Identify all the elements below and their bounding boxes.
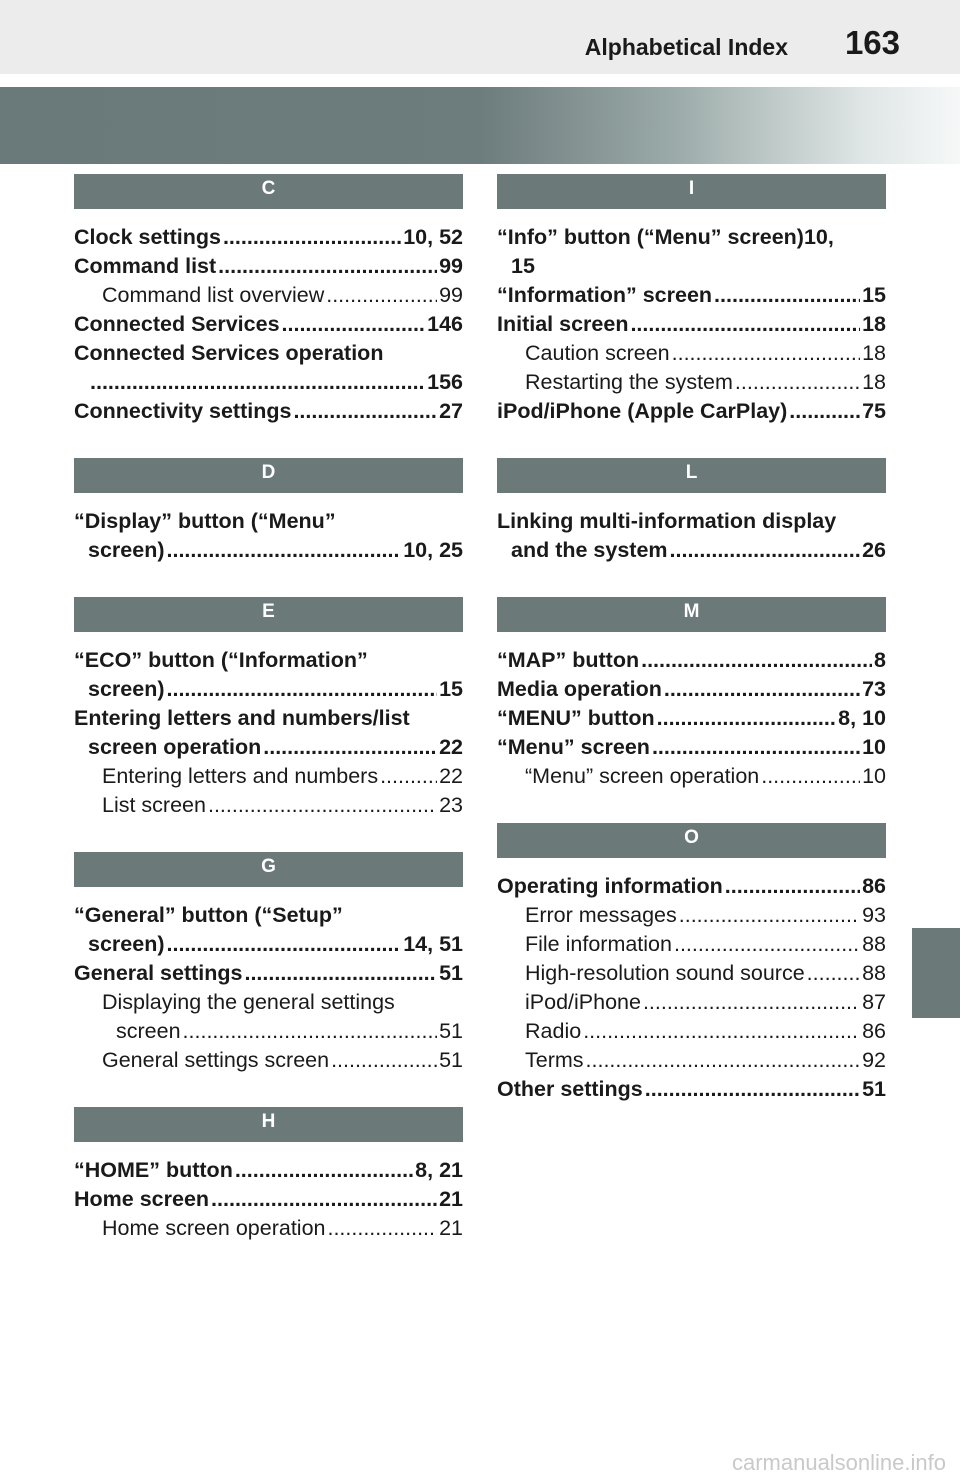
dot-leader xyxy=(282,310,426,339)
entry-text: High-resolution sound source xyxy=(525,961,805,985)
dot-leader xyxy=(244,959,437,988)
section-letter-bar: I xyxy=(497,174,886,209)
dot-leader xyxy=(183,1017,438,1046)
entry-text: General settings screen xyxy=(102,1048,330,1072)
page-ref: 87 xyxy=(862,990,886,1014)
page-ref: 156 xyxy=(427,370,463,394)
dot-leader xyxy=(807,959,860,988)
section-letter-bar: H xyxy=(74,1107,463,1142)
entry-text: “Menu” screen xyxy=(497,735,650,759)
index-section xyxy=(74,174,463,426)
entry-text: screen) xyxy=(88,677,165,701)
dot-leader xyxy=(789,397,860,426)
index-entry xyxy=(74,397,463,426)
dot-leader xyxy=(218,252,437,281)
page-ref: 10, 52 xyxy=(403,225,463,249)
index-entry xyxy=(497,1075,886,1104)
index-section xyxy=(497,597,886,791)
index-section xyxy=(74,1107,463,1243)
index-entry-text: “Display” button (“Menu” xyxy=(74,509,336,533)
entry-text: iPod/iPhone xyxy=(525,990,641,1014)
entry-text: screen) xyxy=(88,538,165,562)
page-ref: 99 xyxy=(439,254,463,278)
page-ref: 10 xyxy=(862,764,886,788)
entry-text: and the system xyxy=(511,538,668,562)
index-entry-continuation xyxy=(74,675,463,704)
index-column-left xyxy=(74,174,463,1275)
page-ref: 92 xyxy=(862,1048,886,1072)
page-ref: 21 xyxy=(439,1187,463,1211)
entry-text: iPod/iPhone (Apple CarPlay) xyxy=(497,399,788,423)
entry-text: Restarting the system xyxy=(525,370,733,394)
dot-leader xyxy=(657,704,837,733)
index-entry xyxy=(74,1185,463,1214)
index-entry-text: “General” button (“Setup” xyxy=(74,903,343,927)
page-ref: 14, 51 xyxy=(403,932,463,956)
section-letter-bar: E xyxy=(74,597,463,632)
entry-text: Command list overview xyxy=(102,283,325,307)
index-section xyxy=(497,174,886,426)
index-entry-continuation xyxy=(74,368,463,397)
dot-leader xyxy=(331,1046,437,1075)
dot-leader xyxy=(208,791,437,820)
entry-text: “HOME” button xyxy=(74,1158,233,1182)
entry-text: “MENU” button xyxy=(497,706,655,730)
index-subentry xyxy=(497,762,886,791)
page-ref: 99 xyxy=(439,283,463,307)
dot-leader xyxy=(586,1046,861,1075)
index-subentry xyxy=(497,339,886,368)
entry-text: screen) xyxy=(88,932,165,956)
section-letter-bar: O xyxy=(497,823,886,858)
entry-text: Error messages xyxy=(525,903,677,927)
dot-leader xyxy=(167,930,402,959)
section-letter-bar: D xyxy=(74,458,463,493)
chapter-tab xyxy=(912,928,960,1018)
index-entry xyxy=(74,310,463,339)
entry-text: “MAP” button xyxy=(497,648,640,672)
index-entry xyxy=(497,310,886,339)
entry-text: Caution screen xyxy=(525,341,670,365)
dot-leader xyxy=(630,310,860,339)
entry-text: “Information” screen xyxy=(497,283,713,307)
index-section xyxy=(74,852,463,1075)
dot-leader xyxy=(652,733,860,762)
page-ref: 88 xyxy=(862,961,886,985)
dot-leader xyxy=(327,1214,437,1243)
page-ref: 21 xyxy=(439,1216,463,1240)
page-ref: 51 xyxy=(439,1048,463,1072)
entry-text: Home screen operation xyxy=(102,1216,326,1240)
dot-leader xyxy=(326,281,437,310)
dot-leader xyxy=(583,1017,860,1046)
page-ref: 18 xyxy=(862,370,886,394)
dot-leader xyxy=(380,762,437,791)
entry-text: screen operation xyxy=(88,735,262,759)
section-letter-bar: G xyxy=(74,852,463,887)
page-ref: 88 xyxy=(862,932,886,956)
index-column-right xyxy=(497,174,886,1136)
entry-text: Other settings xyxy=(497,1077,643,1101)
entry-text: Initial screen xyxy=(497,312,629,336)
page-ref: 51 xyxy=(439,961,463,985)
entry-text: Connected Services xyxy=(74,312,280,336)
page-ref: 93 xyxy=(862,903,886,927)
dot-leader xyxy=(223,223,401,252)
dot-leader xyxy=(167,675,438,704)
entry-text: Command list xyxy=(74,254,217,278)
page-ref: 86 xyxy=(862,874,886,898)
dot-leader xyxy=(670,536,861,565)
index-entry-text: Displaying the general settings xyxy=(102,990,395,1014)
index-entry xyxy=(497,733,886,762)
index-entry xyxy=(74,252,463,281)
index-subentry xyxy=(74,1214,463,1243)
index-subentry xyxy=(497,1046,886,1075)
header-banner xyxy=(0,87,960,164)
index-entry-text: Linking multi-information display xyxy=(497,509,837,533)
index-entry-continuation xyxy=(74,733,463,762)
dot-leader xyxy=(90,368,425,397)
entry-text: Operating information xyxy=(497,874,723,898)
page-ref: 146 xyxy=(427,312,463,336)
dot-leader xyxy=(211,1185,437,1214)
page-ref: 22 xyxy=(439,764,463,788)
page-ref: 23 xyxy=(439,793,463,817)
entry-text: Radio xyxy=(525,1019,582,1043)
dot-leader xyxy=(735,368,860,397)
dot-leader xyxy=(672,339,860,368)
index-subentry xyxy=(497,368,886,397)
dot-leader xyxy=(167,536,402,565)
page-ref: 15 xyxy=(439,677,463,701)
index-subentry xyxy=(74,762,463,791)
dot-leader xyxy=(293,397,437,426)
entry-text: Connectivity settings xyxy=(74,399,292,423)
dot-leader xyxy=(235,1156,413,1185)
index-subentry xyxy=(497,988,886,1017)
section-letter-bar: C xyxy=(74,174,463,209)
index-subentry xyxy=(74,281,463,310)
section-letter-bar: L xyxy=(497,458,886,493)
entry-text: Terms xyxy=(525,1048,584,1072)
dot-leader xyxy=(643,988,860,1017)
index-subentry xyxy=(497,930,886,959)
page-ref: 8, 21 xyxy=(415,1158,463,1182)
index-subentry xyxy=(497,959,886,988)
index-section xyxy=(74,458,463,565)
index-entry xyxy=(74,1156,463,1185)
dot-leader xyxy=(679,901,860,930)
page-ref: 10, 25 xyxy=(403,538,463,562)
index-entry-continuation xyxy=(74,536,463,565)
entry-text: General settings xyxy=(74,961,243,985)
section-letter-bar: M xyxy=(497,597,886,632)
index-subentry xyxy=(497,1017,886,1046)
index-subentry xyxy=(74,791,463,820)
index-entry xyxy=(74,959,463,988)
entry-text: File information xyxy=(525,932,672,956)
page-ref: 86 xyxy=(862,1019,886,1043)
index-subentry xyxy=(497,901,886,930)
page-ref: 8 xyxy=(874,648,886,672)
index-entry-continuation xyxy=(74,1017,463,1046)
page-number: 163 xyxy=(844,24,900,61)
page-ref: 22 xyxy=(439,735,463,759)
index-entry-text: Entering letters and numbers/list xyxy=(74,706,410,730)
page-ref: 51 xyxy=(862,1077,886,1101)
dot-leader xyxy=(645,1075,860,1104)
entry-text: Clock settings xyxy=(74,225,221,249)
dot-leader xyxy=(714,281,860,310)
page-ref: 51 xyxy=(439,1019,463,1043)
page-ref: 73 xyxy=(862,677,886,701)
index-section xyxy=(497,458,886,565)
dot-leader xyxy=(641,646,872,675)
entry-text: Home screen xyxy=(74,1187,210,1211)
page-ref: 27 xyxy=(439,399,463,423)
index-section xyxy=(497,823,886,1104)
page-ref: 18 xyxy=(862,312,886,336)
index-subentry xyxy=(74,1046,463,1075)
dot-leader xyxy=(761,762,860,791)
dot-leader xyxy=(664,675,860,704)
entry-text: List screen xyxy=(102,793,206,817)
page-ref: 10 xyxy=(862,735,886,759)
watermark: carmanualsonline.info xyxy=(731,1450,946,1475)
index-entry-text: Connected Services operation xyxy=(74,341,384,365)
entry-text: “Menu” screen operation xyxy=(525,764,760,788)
page-ref: 26 xyxy=(862,538,886,562)
index-entry-text: “ECO” button (“Information” xyxy=(74,648,368,672)
page-ref: 18 xyxy=(862,341,886,365)
page-title: Alphabetical Index xyxy=(584,34,788,60)
index-entry xyxy=(497,281,886,310)
index-entry-text: 15 xyxy=(511,254,535,278)
page-ref: 75 xyxy=(862,399,886,423)
dot-leader xyxy=(674,930,860,959)
index-entry-continuation xyxy=(497,536,886,565)
index-entry xyxy=(497,397,886,426)
entry-text: Entering letters and numbers xyxy=(102,764,379,788)
dot-leader xyxy=(725,872,860,901)
index-entry-text: “Info” button (“Menu” screen)10, xyxy=(497,225,834,249)
page-ref: 8, 10 xyxy=(838,706,886,730)
page-header xyxy=(0,0,960,74)
index-section xyxy=(74,597,463,820)
index-entry xyxy=(497,646,886,675)
index-entry xyxy=(497,872,886,901)
entry-text: Media operation xyxy=(497,677,662,701)
index-entry xyxy=(497,704,886,733)
dot-leader xyxy=(263,733,437,762)
index-entry xyxy=(74,223,463,252)
index-entry xyxy=(497,675,886,704)
page-ref: 15 xyxy=(862,283,886,307)
index-entry-continuation xyxy=(74,930,463,959)
entry-text: screen xyxy=(116,1019,181,1043)
